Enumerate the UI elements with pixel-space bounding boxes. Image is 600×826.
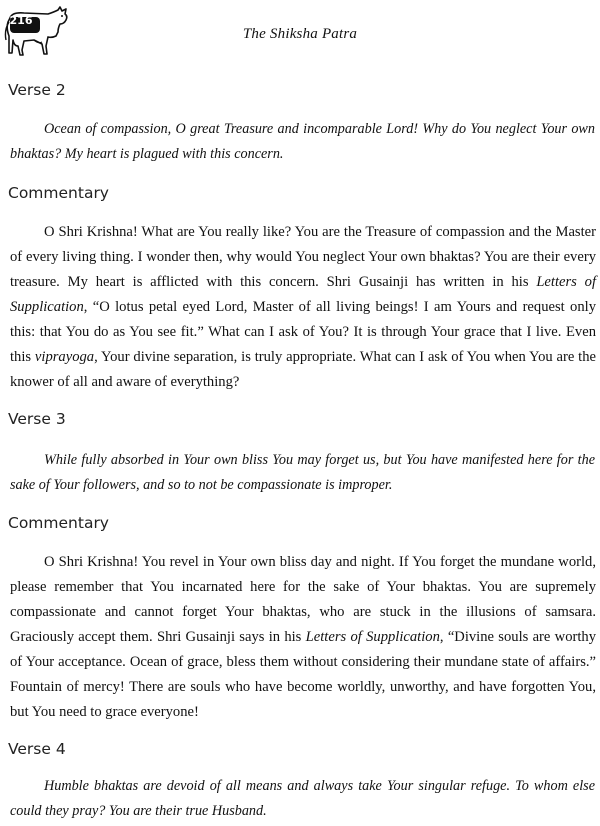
verse-3-text: While fully absorbed in Your own bliss You may forget us, but You have manifested here for the sake of Your followers, and so to not be compassionate is improper. (10, 452, 595, 493)
running-title: The Shiksha Patra (242, 26, 358, 42)
commentary-paragraph: O Shri Krishna! What are You really like? You are the Treasure of compassion and the Master of every living thing. I wonder then, why would You neglect Your own bhaktas? You are their every treasure. My heart is afflicted with this concern. Shri Gusainji has written in his Letters of Supplication, “O lotus petal eyed Lord, Master of all living beings! I am Yours and request only this: that You do as You see fit.” What can I ask of You? It is through Your grace that I live. Even this viprayoga, Your divine separation, is truly appropriate. What can I ask of You when You are the knower of all and aware of everything? (10, 224, 597, 390)
verse-3-heading: Verse 3 (8, 410, 66, 428)
verse-2-text: Ocean of compassion, O great Treasure and incomparable Lord! Why do You neglect Your own bhaktas? My heart is plagued with this concern. (10, 121, 595, 162)
verse-2-heading: Verse 2 (8, 81, 66, 99)
term-viprayoga: viprayoga (34, 349, 95, 365)
page-header (0, 0, 600, 62)
book-title: Letters of Supplication (10, 274, 596, 315)
verse-4-heading: Verse 4 (8, 740, 66, 758)
page-number: 216 (9, 14, 33, 27)
book-title: Letters of Supplication (305, 629, 440, 645)
commentary-heading: Commentary (8, 184, 109, 202)
verse-4-text: Humble bhaktas are devoid of all means and always take Your singular refuge. To whom else could they pray? You are their true Husband. (10, 778, 595, 819)
commentary-heading: Commentary (8, 514, 109, 532)
commentary-paragraph: O Shri Krishna! You revel in Your own bliss day and night. If You forget the mundane world, please remember that You incarnated here for the sake of Your bhaktas. You are supremely compassionate and cannot forget Your bhaktas, who are stuck in the illusions of samsara. Graciously accept them. Shri Gusainji says in his Letters of Supplication, “Divine souls are worthy of Your acceptance. Ocean of grace, bless them without considering their mundane state of affairs.” Fountain of mercy! There are souls who have become worldly, unworthy, and have forgotten You, but You need to grace everyone! (10, 554, 597, 720)
